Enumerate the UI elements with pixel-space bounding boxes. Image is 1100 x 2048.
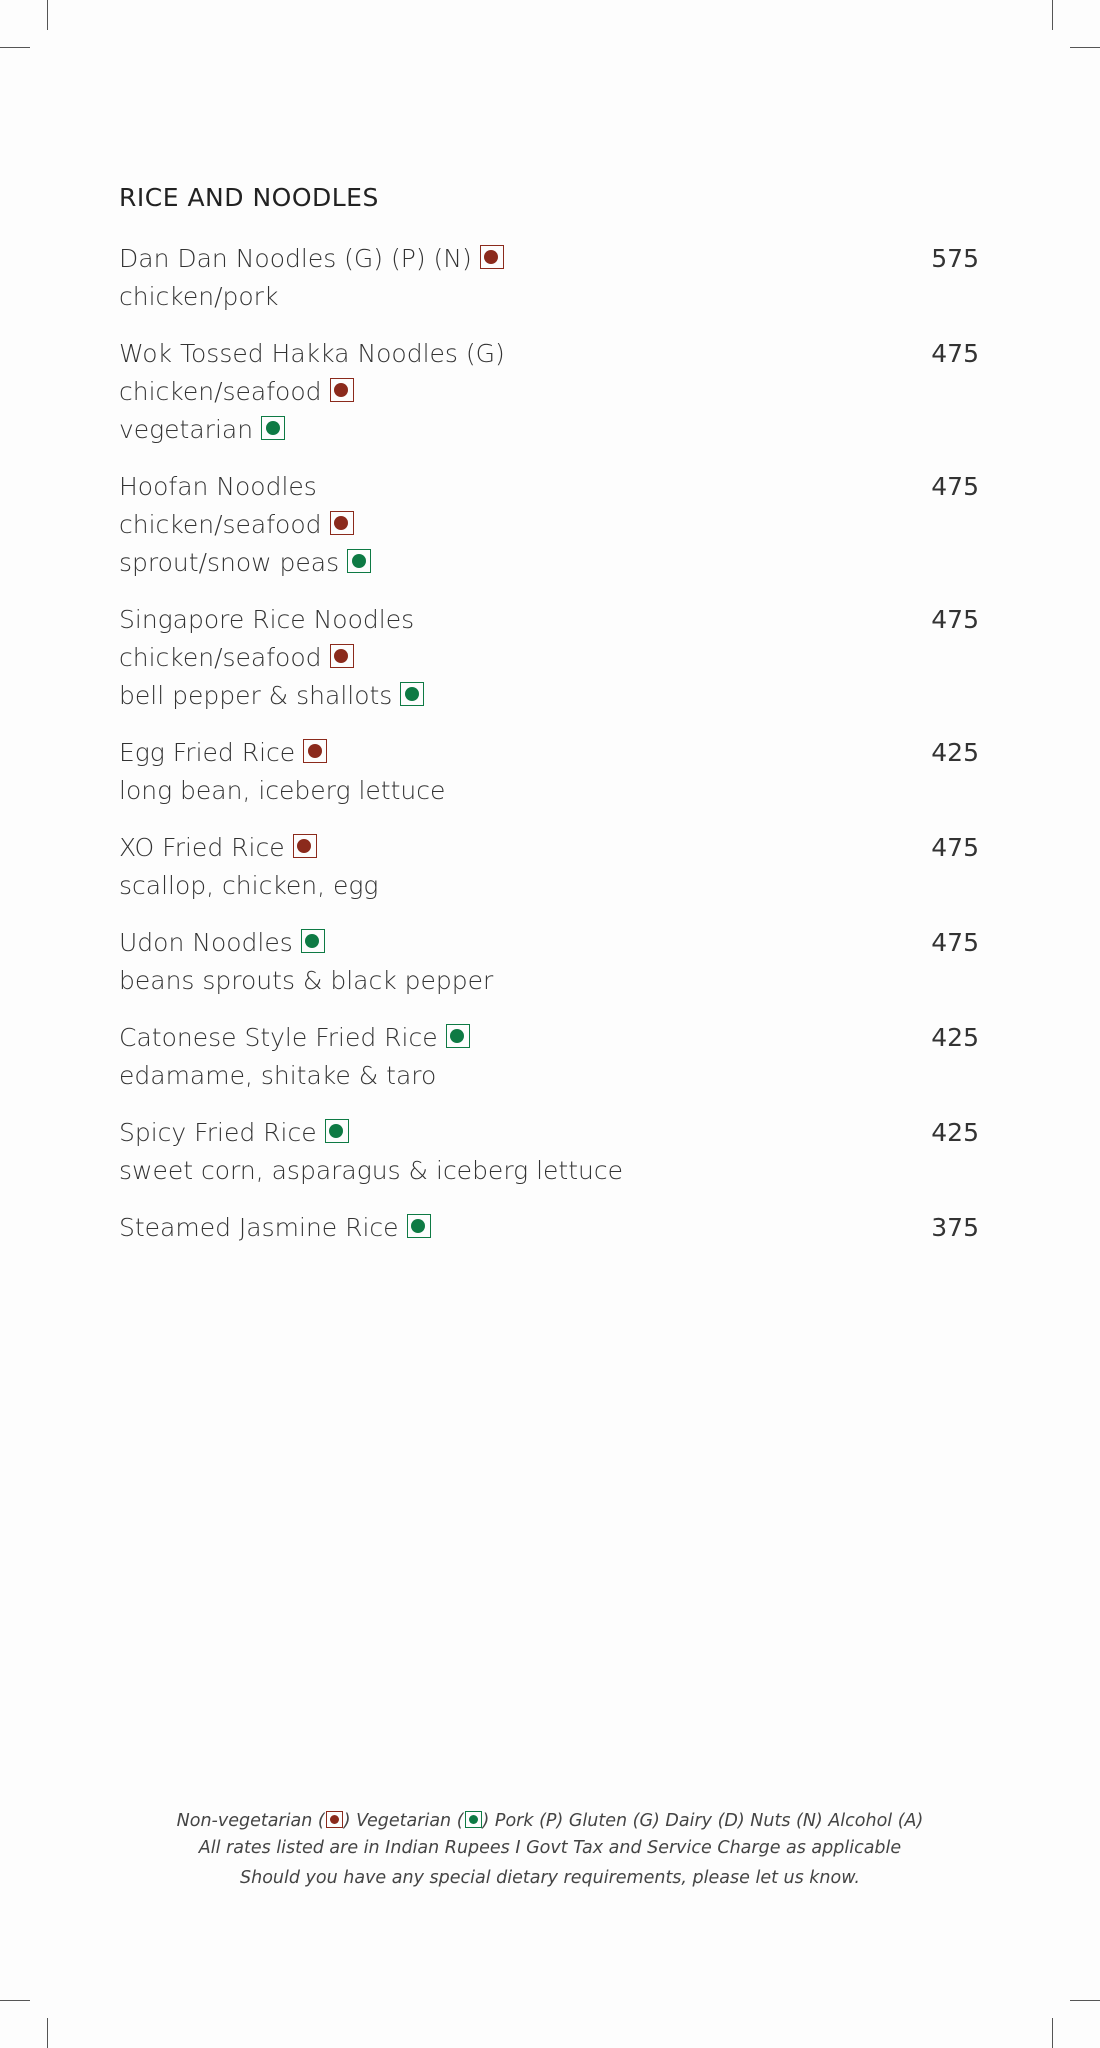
veg-icon: [325, 1119, 349, 1143]
item-price: 425: [931, 1023, 979, 1052]
legend-nonveg-label: Non-vegetarian (: [176, 1811, 325, 1831]
non-veg-icon: [480, 245, 504, 269]
description-text: chicken/seafood: [119, 643, 322, 672]
crop-mark: [0, 47, 30, 48]
item-name-line: [119, 335, 979, 373]
crop-mark: [0, 2000, 30, 2001]
menu-item: [119, 1019, 979, 1095]
item-description: [119, 639, 979, 677]
menu-item: [119, 1114, 979, 1190]
menu-item: [119, 468, 979, 582]
description-text: sweet corn, asparagus & iceberg lettuce: [119, 1156, 624, 1185]
item-name: Udon Noodles: [119, 928, 293, 957]
veg-icon: [347, 549, 371, 573]
item-name-line: [119, 924, 979, 962]
item-price: 475: [931, 605, 979, 634]
item-description: [119, 962, 979, 1000]
item-price: 475: [931, 833, 979, 862]
non-veg-icon: [330, 511, 354, 535]
non-veg-icon: [326, 1811, 343, 1828]
section-title: RICE AND NOODLES: [119, 183, 379, 212]
footer: [0, 1808, 1100, 1892]
item-description: [119, 867, 979, 905]
menu-list: [119, 240, 979, 1266]
item-description: [119, 1152, 979, 1190]
rates-note: All rates listed are in Indian Rupees I Govt Tax and Service Charge as applicable: [198, 1838, 902, 1858]
legend-veg-label: ) Vegetarian (: [343, 1811, 464, 1831]
non-veg-icon: [293, 834, 317, 858]
item-description: [119, 506, 979, 544]
item-name: Steamed Jasmine Rice: [119, 1213, 399, 1242]
item-price: 475: [931, 339, 979, 368]
crop-mark: [1070, 2000, 1100, 2001]
item-name: Egg Fried Rice: [119, 738, 296, 767]
menu-item: [119, 924, 979, 1000]
description-text: chicken/pork: [119, 282, 279, 311]
item-name: Wok Tossed Hakka Noodles (G): [119, 339, 505, 368]
item-name-line: [119, 1114, 979, 1152]
veg-icon: [446, 1024, 470, 1048]
item-name-line: [119, 1209, 979, 1247]
legend-allergens: ) Pork (P) Gluten (G) Dairy (D) Nuts (N) Alcohol (A): [482, 1811, 924, 1831]
item-description: [119, 544, 979, 582]
crop-mark: [1070, 47, 1100, 48]
non-veg-icon: [330, 378, 354, 402]
item-name: Hoofan Noodles: [119, 472, 317, 501]
menu-item: [119, 240, 979, 316]
item-description: [119, 677, 979, 715]
crop-mark: [47, 2018, 48, 2048]
item-price: 475: [931, 472, 979, 501]
item-price: 475: [931, 928, 979, 957]
item-name: Catonese Style Fried Rice: [119, 1023, 438, 1052]
crop-mark: [1052, 2018, 1053, 2048]
description-text: long bean, iceberg lettuce: [119, 776, 446, 805]
crop-mark: [47, 0, 48, 30]
veg-icon: [465, 1811, 482, 1828]
item-description: [119, 772, 979, 810]
item-name: XO Fried Rice: [119, 833, 285, 862]
description-text: vegetarian: [119, 415, 254, 444]
item-name-line: [119, 734, 979, 772]
description-text: chicken/seafood: [119, 510, 322, 539]
description-text: scallop, chicken, egg: [119, 871, 379, 900]
description-text: beans sprouts & black pepper: [119, 966, 494, 995]
item-name: Dan Dan Noodles (G) (P) (N): [119, 244, 472, 273]
item-description: [119, 1057, 979, 1095]
description-text: edamame, shitake & taro: [119, 1061, 437, 1090]
item-name: Singapore Rice Noodles: [119, 605, 415, 634]
veg-icon: [261, 416, 285, 440]
menu-item: [119, 829, 979, 905]
menu-item: [119, 601, 979, 715]
crop-mark: [1052, 0, 1053, 30]
item-name: Spicy Fried Rice: [119, 1118, 317, 1147]
veg-icon: [301, 929, 325, 953]
item-name-line: [119, 240, 979, 278]
item-name-line: [119, 1019, 979, 1057]
menu-item: [119, 1209, 979, 1247]
item-price: 375: [931, 1213, 979, 1242]
dietary-note: Should you have any special dietary requirements, please let us know.: [240, 1868, 860, 1888]
description-text: chicken/seafood: [119, 377, 322, 406]
menu-item: [119, 335, 979, 449]
item-name-line: [119, 468, 979, 506]
veg-icon: [407, 1214, 431, 1238]
item-price: 425: [931, 1118, 979, 1147]
non-veg-icon: [303, 739, 327, 763]
item-description: [119, 278, 979, 316]
item-price: 575: [931, 244, 979, 273]
description-text: sprout/snow peas: [119, 548, 340, 577]
item-description: [119, 373, 979, 411]
item-name-line: [119, 601, 979, 639]
non-veg-icon: [330, 644, 354, 668]
veg-icon: [400, 682, 424, 706]
menu-item: [119, 734, 979, 810]
item-description: [119, 411, 979, 449]
item-name-line: [119, 829, 979, 867]
item-price: 425: [931, 738, 979, 767]
legend-line: [0, 1808, 1100, 1835]
description-text: bell pepper & shallots: [119, 681, 393, 710]
